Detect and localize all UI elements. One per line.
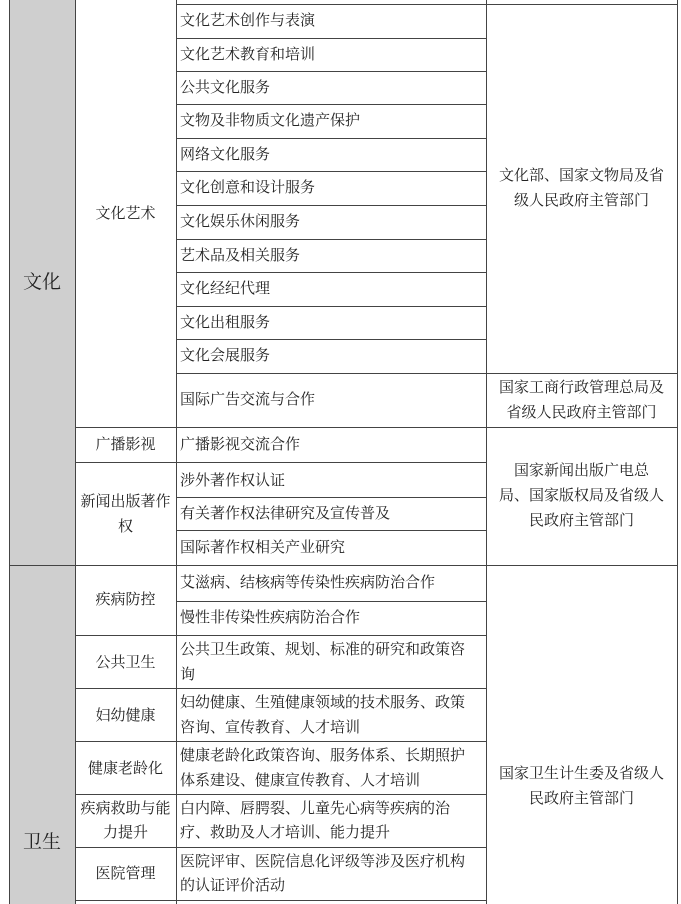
list-item: 涉外著作权认证	[180, 471, 286, 489]
authority-text: 民政府主管部门	[528, 511, 634, 529]
authority-text: 级人民政府主管部门	[513, 191, 649, 209]
authority-text: 文化部、国家文物局及省	[498, 166, 664, 184]
list-item: 公共文化服务	[180, 78, 271, 96]
category-label: 健康老龄化	[87, 759, 163, 777]
list-item: 文物及非物质文化遗产保护	[180, 111, 361, 129]
list-item: 的认证评价活动	[180, 876, 286, 894]
list-item: 艺术品及相关服务	[180, 246, 301, 264]
list-item: 国际著作权相关产业研究	[180, 538, 346, 556]
authority-text: 国家卫生计生委及省级人	[498, 764, 664, 782]
category-label: 妇幼健康	[95, 706, 156, 724]
category-label: 新闻出版著作	[80, 492, 171, 510]
list-item: 白内障、唇腭裂、儿童先心病等疾病的治	[180, 799, 451, 817]
category-label: 力提升	[102, 823, 148, 841]
list-item: 询	[180, 665, 196, 683]
list-item: 疗、救助及人才培训、能力提升	[180, 823, 391, 841]
list-item: 医院评审、医院信息化评级等涉及医疗机构	[180, 852, 466, 870]
category-label: 医院管理	[95, 864, 156, 882]
list-item: 有关著作权法律研究及宣传普及	[180, 504, 391, 522]
category-label: 疾病救助与能	[80, 799, 171, 817]
category-label: 权	[117, 517, 133, 535]
list-item: 文化会展服务	[180, 346, 271, 364]
list-item: 公共卫生政策、规划、标准的研究和政策咨	[180, 640, 466, 658]
category-label: 文化艺术	[95, 204, 156, 222]
authority-text: 国家工商行政管理总局及	[498, 378, 664, 396]
list-item: 妇幼健康、生殖健康领域的技术服务、政策	[180, 693, 466, 711]
list-item: 网络文化服务	[180, 145, 271, 163]
section-label: 文化	[22, 271, 61, 293]
authority-text: 民政府主管部门	[528, 789, 634, 807]
category-label: 疾病防控	[95, 590, 156, 608]
list-item: 文化出租服务	[180, 313, 271, 331]
list-item: 艾滋病、结核病等传染性疾病防治合作	[180, 573, 436, 591]
list-item: 文化娱乐休闲服务	[180, 212, 301, 230]
list-item: 广播影视交流合作	[180, 435, 301, 453]
list-item: 健康老龄化政策咨询、服务体系、长期照护	[180, 746, 466, 764]
category-label: 广播影视	[95, 435, 156, 453]
category-label: 公共卫生	[95, 653, 156, 671]
list-item: 国际广告交流与合作	[180, 390, 316, 408]
authority-text: 省级人民政府主管部门	[506, 403, 657, 421]
section-label: 卫生	[22, 831, 61, 853]
authority-text: 局、国家版权局及省级人	[498, 486, 664, 504]
authority-text: 国家新闻出版广电总	[513, 461, 649, 479]
list-item: 体系建设、健康宣传教育、人才培训	[180, 771, 421, 789]
list-item: 文化创意和设计服务	[180, 178, 316, 196]
list-item: 慢性非传染性疾病防治合作	[180, 608, 361, 626]
list-item: 文化艺术创作与表演	[180, 11, 316, 29]
list-item: 文化经纪代理	[180, 279, 271, 297]
list-item: 咨询、宣传教育、人才培训	[180, 718, 361, 736]
list-item: 文化艺术教育和培训	[180, 45, 316, 63]
